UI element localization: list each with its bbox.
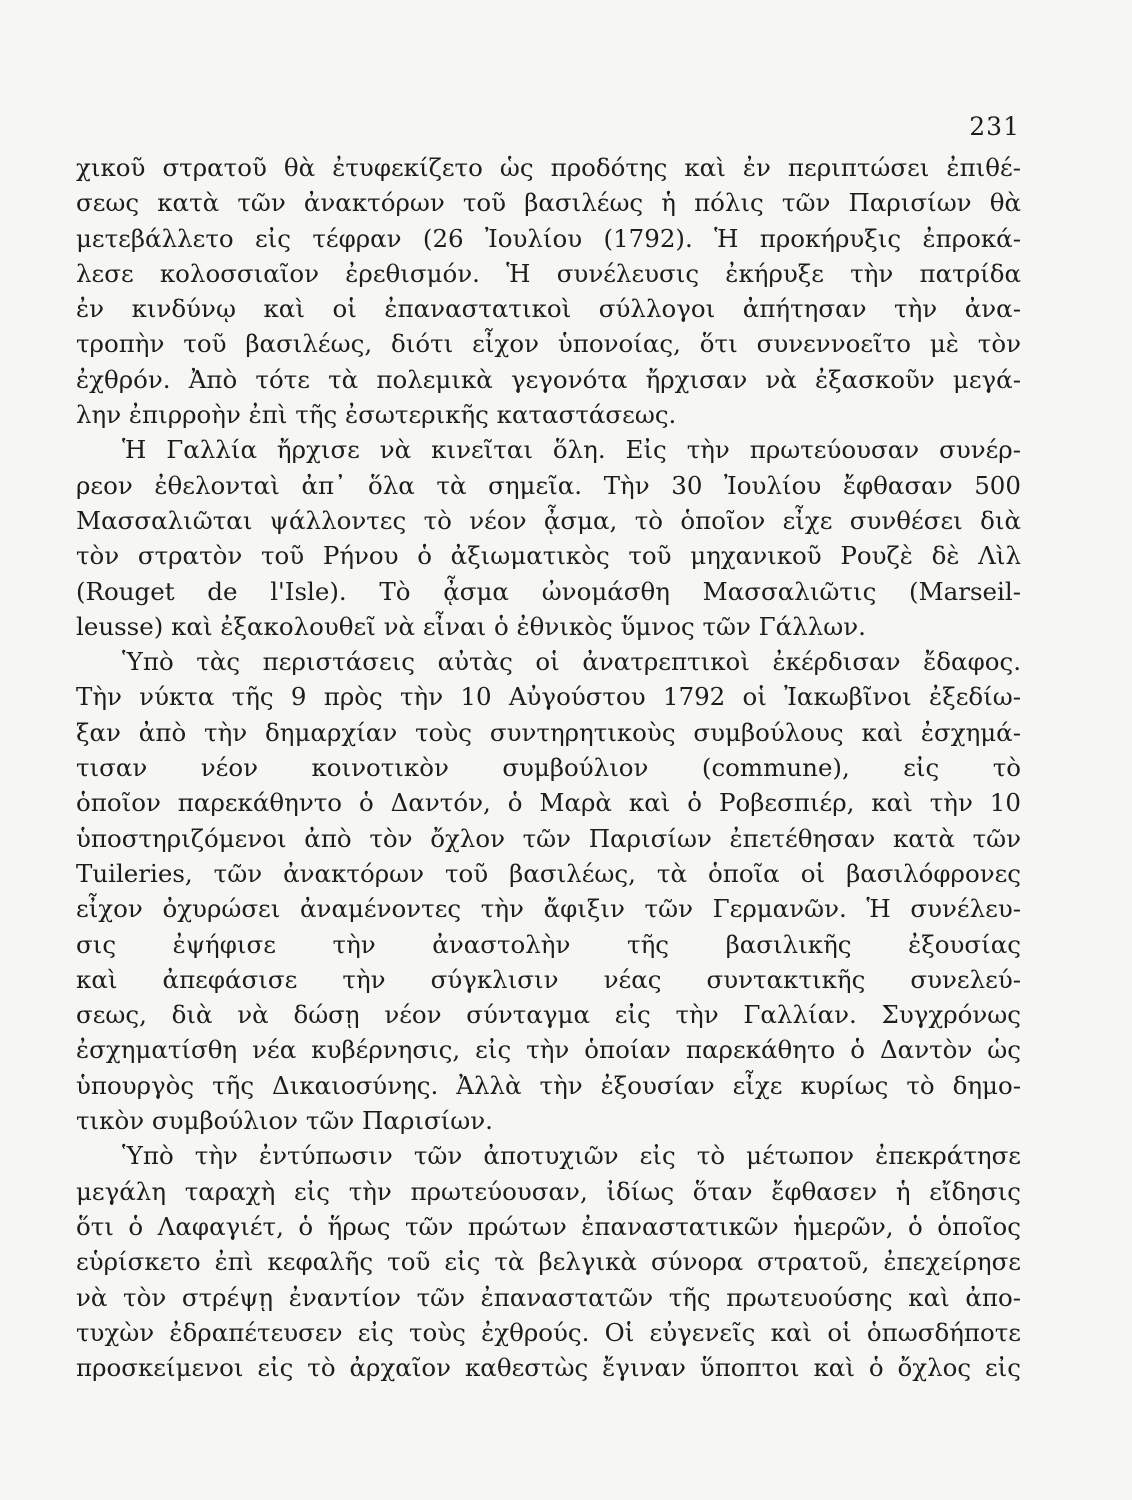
text-line: ὑπουργὸς τῆς Δικαιοσύνης. Ἀλλὰ τὴν ἐξουσίαν εἶχε κυρίως τὸ δημο- <box>76 1070 1021 1100</box>
text-line: (Rouget de l'Isle). Τὸ ᾆσμα ὠνομάσθη Μασσαλιῶτις (Marseil- <box>76 576 1021 606</box>
paragraph-first-line: Ἡ Γαλλία ἤρχισε νὰ κινεῖται ὅλη. Εἰς τὴν πρωτεύουσαν συνέρ- <box>122 435 1021 465</box>
page-number: 231 <box>969 112 1020 141</box>
text-line: σεως, διὰ νὰ δώσῃ νέον σύνταγμα εἰς τὴν Γαλλίαν. Συγχρόνως <box>76 1000 1021 1030</box>
text-line: ὅτι ὁ Λαφαγιέτ, ὁ ἥρως τῶν πρώτων ἐπαναστατικῶν ἡμερῶν, ὁ ὁποῖος <box>76 1211 1021 1241</box>
paragraph-first-line: Ὑπὸ τὰς περιστάσεις αὐτὰς οἱ ἀνατρεπτικοὶ ἐκέρδισαν ἔδαφος. <box>122 647 1021 677</box>
text-line: ξαν ἀπὸ τὴν δημαρχίαν τοὺς συντηρητικοὺς συμβούλους καὶ ἐσχημά- <box>76 717 1021 747</box>
text-line: ἐσχηματίσθη νέα κυβέρνησις, εἰς τὴν ὁποίαν παρεκάθητο ὁ Δαντὸν ὡς <box>76 1035 1021 1065</box>
text-line: προσκείμενοι εἰς τὸ ἀρχαῖον καθεστὼς ἔγιναν ὕποπτοι καὶ ὁ ὄχλος εἰς <box>76 1353 1021 1383</box>
text-line: ἐν κινδύνῳ καὶ οἱ ἐπαναστατικοὶ σύλλογοι ἀπήτησαν τὴν ἀνα- <box>76 294 1021 324</box>
text-line: ὁποῖον παρεκάθηντο ὁ Δαντόν, ὁ Μαρὰ καὶ ὁ Ροβεσπιέρ, καὶ τὴν 10 <box>76 788 1021 818</box>
text-line: ρεον ἐθελονταὶ ἀπ᾿ ὅλα τὰ σημεῖα. Τὴν 30 Ἰουλίου ἔφθασαν 500 <box>76 470 1021 500</box>
text-line: μεγάλη ταραχὴ εἰς τὴν πρωτεύουσαν, ἰδίως ὅταν ἔφθασεν ἡ εἴδησις <box>76 1176 1021 1206</box>
text-line: τικὸν συμβούλιον τῶν Παρισίων. <box>76 1106 493 1136</box>
text-line: εὑρίσκετο ἐπὶ κεφαλῆς τοῦ εἰς τὰ βελγικὰ σύνορα στρατοῦ, ἐπεχείρησε <box>76 1247 1021 1277</box>
text-line: σεως κατὰ τῶν ἀνακτόρων τοῦ βασιλέως ἡ πόλις τῶν Παρισίων θὰ <box>76 188 1021 218</box>
text-line: νὰ τὸν στρέψῃ ἐναντίον τῶν ἐπαναστατῶν τῆς πρωτευούσης καὶ ἀπο- <box>76 1282 1021 1312</box>
text-line: Μασσαλιῶται ψάλλοντες τὸ νέον ᾆσμα, τὸ ὁποῖον εἶχε συνθέσει διὰ <box>76 505 1021 535</box>
text-line: μετεβάλλετο εἰς τέφραν (26 Ἰουλίου (1792). Ἡ προκήρυξις ἐπροκά- <box>76 223 1021 253</box>
text-line: σις ἐψήφισε τὴν ἀναστολὴν τῆς βασιλικῆς ἐξουσίας <box>76 929 1021 959</box>
body-text <box>76 150 1021 1385</box>
paragraph-first-line: Ὑπὸ τὴν ἐντύπωσιν τῶν ἀποτυχιῶν εἰς τὸ μέτωπον ἐπεκράτησε <box>122 1141 1021 1171</box>
text-line: εἶχον ὀχυρώσει ἀναμένοντες τὴν ἄφιξιν τῶν Γερμανῶν. Ἡ συνέλευ- <box>76 894 1021 924</box>
text-line: Tuileries, τῶν ἀνακτόρων τοῦ βασιλέως, τὰ ὁποῖα οἱ βασιλόφρονες <box>76 858 1021 888</box>
text-line: Τὴν νύκτα τῆς 9 πρὸς τὴν 10 Αὐγούστου 1792 οἱ Ἰακωβῖνοι ἐξεδίω- <box>76 682 1021 712</box>
text-line: τισαν νέον κοινοτικὸν συμβούλιον (commune), εἰς τὸ <box>76 753 1021 783</box>
text-line: λην ἐπιρροὴν ἐπὶ τῆς ἐσωτερικῆς καταστάσεως. <box>76 400 677 430</box>
text-line: ἐχθρόν. Ἀπὸ τότε τὰ πολεμικὰ γεγονότα ἤρχισαν νὰ ἐξασκοῦν μεγά- <box>76 364 1021 394</box>
text-line: λεσε κολοσσιαῖον ἐρεθισμόν. Ἡ συνέλευσις ἐκήρυξε τὴν πατρίδα <box>76 258 1021 288</box>
text-line: τὸν στρατὸν τοῦ Ρήνου ὁ ἀξιωματικὸς τοῦ μηχανικοῦ Ρουζὲ δὲ Λὶλ <box>76 541 1021 571</box>
text-line: τροπὴν τοῦ βασιλέως, διότι εἶχον ὑπονοίας, ὅτι συνεννοεῖτο μὲ τὸν <box>76 329 1021 359</box>
text-line: leusse) καὶ ἐξακολουθεῖ νὰ εἶναι ὁ ἐθνικὸς ὕμνος τῶν Γάλλων. <box>76 611 866 641</box>
text-line: τυχὼν ἐδραπέτευσεν εἰς τοὺς ἐχθρούς. Οἱ εὐγενεῖς καὶ οἱ ὁπωσδήποτε <box>76 1317 1021 1347</box>
text-line: ὑποστηριζόμενοι ἀπὸ τὸν ὄχλον τῶν Παρισίων ἐπετέθησαν κατὰ τῶν <box>76 823 1021 853</box>
text-line: χικοῦ στρατοῦ θὰ ἐτυφεκίζετο ὡς προδότης καὶ ἐν περιπτώσει ἐπιθέ- <box>76 153 1021 182</box>
text-line: καὶ ἀπεφάσισε τὴν σύγκλισιν νέας συντακτικῆς συνελεύ- <box>76 964 1021 994</box>
